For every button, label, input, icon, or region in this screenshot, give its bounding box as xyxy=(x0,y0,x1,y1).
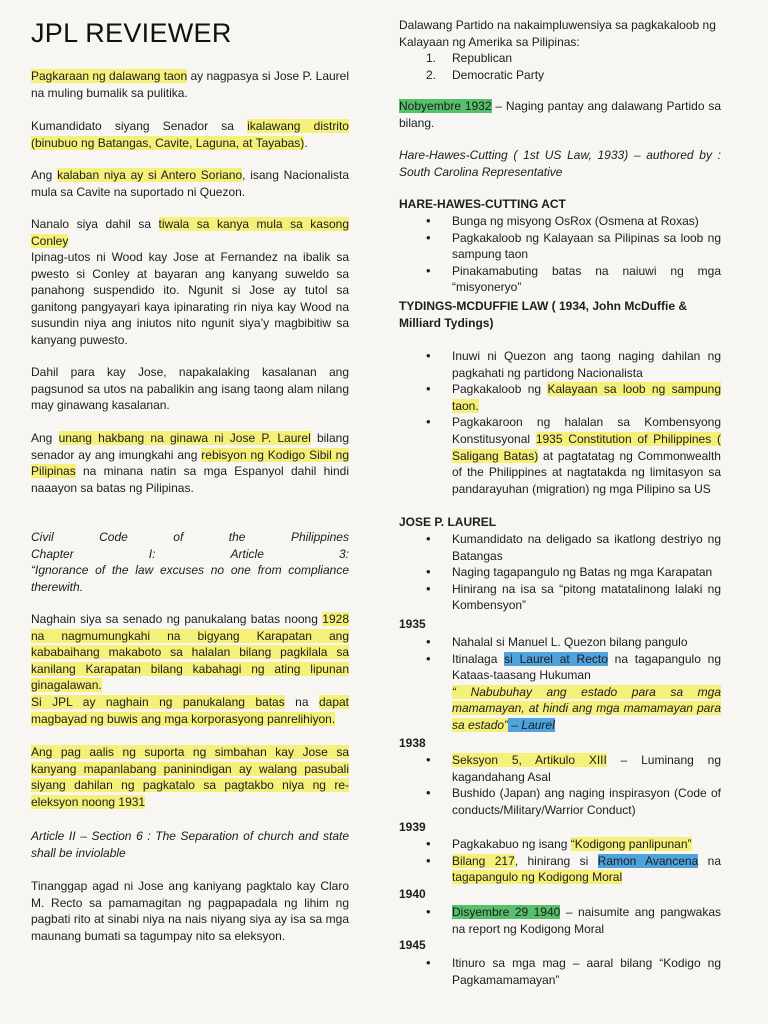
text: Civil xyxy=(31,530,54,544)
text: Chapter xyxy=(31,546,74,561)
paragraph-first-step xyxy=(31,430,349,496)
text: Nanalo siya dahil sa xyxy=(31,217,159,231)
section-heading-tydings: TYDINGS-MCDUFFIE LAW ( 1934, John McDuffie & Milliard Tydings) xyxy=(399,299,688,330)
list-1935 xyxy=(399,634,721,734)
highlight: “Kodigong panlipunan” xyxy=(570,837,692,851)
highlight: tagapangulo ng Kodigong Moral xyxy=(452,870,623,885)
text: – naisumite ang pangwakas na report ng Kodigong Moral xyxy=(452,905,721,936)
list-item xyxy=(399,651,721,734)
paragraph-hhc-note: Hare-Hawes-Cutting ( 1st US Law, 1933) – authored by : South Carolina Representative xyxy=(399,148,721,179)
list-number: 2. xyxy=(426,67,437,82)
section-heading-hhc: HARE-HAWES-CUTTING ACT xyxy=(399,197,566,211)
list-item: • Pinakamabuting batas na naiuwi ng mga “misyoneryo” xyxy=(399,263,721,296)
civil-code-quote xyxy=(31,529,349,595)
text: Kumandidato siyang Senador sa xyxy=(31,119,248,133)
text: na xyxy=(698,853,721,868)
highlight: rebisyon ng Kodigo Sibil ng Pilipinas xyxy=(31,447,349,479)
page-title: JPL REVIEWER xyxy=(31,18,232,48)
highlight: ikalawang distrito (binubuo ng Batangas, Cavite, Laguna, at Tayabas) xyxy=(31,119,349,150)
list-1939 xyxy=(399,836,721,886)
highlight: dapat magbayad ng buwis ang mga korporasyong panrelihiyon. xyxy=(31,695,349,726)
list-1945 xyxy=(399,955,721,988)
civil-row-2 xyxy=(31,546,349,563)
list-number: 1. xyxy=(426,51,437,65)
text: , isang Nacionalista mula sa Cavite na suportado ni Quezon. xyxy=(31,168,349,199)
highlight-blue: – Laurel xyxy=(508,717,555,732)
text: of xyxy=(173,530,184,544)
text: Republican xyxy=(452,51,513,65)
list-item: • Kumandidato na deligado sa ikatlong destriyo ng Batangas xyxy=(399,531,721,564)
text: Democratic Party xyxy=(452,67,545,82)
jpl-list xyxy=(399,531,721,614)
text: ay nagpasya si Jose P. Laurel na muling bumalik sa pulitika. xyxy=(31,69,350,100)
year-1940: 1940 xyxy=(399,887,426,901)
text: – Naging pantay ang dalawang Partido sa bilang. xyxy=(399,99,721,130)
list-1940 xyxy=(399,904,721,937)
text: Philippines xyxy=(290,530,349,544)
highlight: Kalayaan sa loob ng sampung taon. xyxy=(452,382,721,413)
text: at pagtatatag ng Commonwealth of the Philippines at nagtatakda ng limitasyon sa pandarayuhan (migration) ng mga Pilipino sa US xyxy=(452,448,721,496)
text: Ang xyxy=(31,431,59,445)
text: na xyxy=(284,695,319,709)
highlight: 1928 na nagmumungkahi na bigyang Karapatan ang kababaihang makaboto sa halalan bilang pagkilala sa kanilang Karapatan bilang kabahagi ng ating lipunan ginagalawan. xyxy=(31,612,349,693)
list-item xyxy=(399,50,721,67)
list-item: • Inuwi ni Quezon ang taong naging dahilan ng pagkahati ng partidong Nacionalista xyxy=(399,348,721,381)
paragraph-church-support xyxy=(31,744,349,810)
paragraph-sin: Dahil para kay Jose, napakalaking kasalanan ang pagsunod sa utos na pabalikin ang isang taong alam nilang may ginawang kasalanan. xyxy=(31,365,349,413)
text: , hinirang si xyxy=(514,853,598,868)
text: – Luminang ng kagandahang Asal xyxy=(452,753,721,784)
text: Code xyxy=(99,530,128,544)
text: bilang senador ay ang imungkahi ang xyxy=(31,431,349,462)
list-item xyxy=(399,904,721,937)
list-item: • Naging tagapangulo ng Batas ng mga Karapatan xyxy=(399,564,721,581)
highlight: Ang pag aalis ng suporta ng simbahan kay Jose sa kanyang mapanlabang paninindigan ay walang pasubali siyang dahilan ng pagkatalo sa pagtakbo niya ng re-eleksyon noong 1931 xyxy=(31,745,349,809)
list-item xyxy=(399,414,721,497)
list-item: • Nahalal si Manuel L. Quezon bilang pangulo xyxy=(399,634,721,651)
highlight: Seksyon 5, Artikulo XIII xyxy=(452,753,607,767)
paragraph-return-to-politics xyxy=(31,68,349,101)
list-item xyxy=(399,853,721,886)
year-1939: 1939 xyxy=(399,820,426,834)
paragraph-conley-order: Ipinag-utos ni Wood kay Jose at Fernandez na ibalik sa pwesto si Conley at bayaran ang kanyang suweldo sa panahong suspendido ito. Ngunit si Jose ay tutol sa ganitong pangyayari kaya ipinarating rin niya kay Wood na susundin niya ang iniutos nito ngunit siya’y magbibitiw sa kanyang puwesto. xyxy=(31,250,349,347)
text: Ang xyxy=(31,168,58,182)
paragraph-recto: Tinanggap agad ni Jose ang kaniyang pagktalo kay Claro M. Recto sa pamamagitan ng pagpapadala ng lihim ng pagbati rito at sinabi niya na nais niyang siya ay isa sa mga maunang bumati sa tagumpay nito sa eleksyon. xyxy=(31,879,349,943)
list-item xyxy=(399,836,721,853)
text: the xyxy=(228,530,246,544)
paragraph-november xyxy=(399,98,721,131)
paragraph-tax xyxy=(31,694,349,727)
text: na minana natin sa mga Espanyol dahil hindi naaayon sa batas ng Pilipinas. xyxy=(31,464,349,495)
list-item: • Itinuro sa mga mag – aaral bilang “Kodigo ng Pagkamamamayan” xyxy=(399,955,721,988)
paragraph-opponent xyxy=(31,167,349,200)
year-1935: 1935 xyxy=(399,617,426,631)
highlight: Bilang 217 xyxy=(452,853,515,868)
list-item xyxy=(399,67,721,84)
highlight-blue: si Laurel at Recto xyxy=(504,651,608,666)
party-list xyxy=(399,50,721,83)
highlight: Pagkaraan ng dalawang taon xyxy=(31,69,188,83)
paragraph-womens-suffrage xyxy=(31,611,349,694)
highlight-green: Disyembre 29 1940 xyxy=(452,905,561,919)
list-item: • Bushido (Japan) ang naging inspirasyon (Code of conducts/Military/Warrior Conduct) xyxy=(399,785,721,818)
paragraph-won xyxy=(31,216,349,249)
year-1945: 1945 xyxy=(399,938,426,952)
text: 3: xyxy=(338,546,349,561)
highlight: 1935 Constitution of Philippines ( Saligang Batas) xyxy=(452,431,721,463)
text: . xyxy=(304,135,308,150)
text: na tagapangulo ng Kataas-taasang Hukuman xyxy=(452,651,721,683)
highlight: tiwala sa kanya mula sa kasong Conley xyxy=(31,217,349,248)
list-item xyxy=(399,381,721,414)
paragraph-two-parties: Dalawang Partido na nakaimpluwensiya sa pagkakaloob ng Kalayaan ng Amerika sa Pilipinas: xyxy=(399,18,716,49)
civil-quote-text: “Ignorance of the law excuses no one from compliance therewith. xyxy=(31,563,349,594)
highlight: Si JPL ay naghain ng panukalang batas xyxy=(31,695,285,709)
list-1938 xyxy=(399,752,721,818)
year-1938: 1938 xyxy=(399,736,426,750)
list-item: • Hinirang na isa sa “pitong matatalinong lalaki ng Kombensyon” xyxy=(399,581,721,614)
highlight: “ Nabubuhay ang estado para sa mga mamamayan, at hindi ang mga mamamayan para sa estado” xyxy=(452,684,721,732)
tydings-list xyxy=(399,348,721,497)
hhc-list xyxy=(399,213,721,296)
paragraph-senator-candidacy xyxy=(31,118,349,151)
list-item: • Pagkakaloob ng Kalayaan sa Pilipinas sa loob ng sampung taon xyxy=(399,230,721,263)
text: Pagkakaroon ng halalan sa Kombensyong Konstitusyonal xyxy=(452,415,721,446)
text: Pagkakabuo ng isang xyxy=(452,837,571,851)
text: Pagkakaloob ng xyxy=(452,382,548,397)
highlight: unang hakbang na ginawa ni Jose P. Laurel xyxy=(58,431,311,445)
list-item: • Bunga ng misyong OsRox (Osmena at Roxas) xyxy=(399,213,721,230)
text: I: xyxy=(148,546,156,561)
section-heading-jpl: JOSE P. LAUREL xyxy=(399,515,497,529)
text: Naghain siya sa senado ng panukalang batas noong xyxy=(31,612,323,626)
highlight-blue: Ramon Avancena xyxy=(597,853,699,868)
paragraph-article-ii: Article II – Section 6 : The Separation of church and state shall be inviolable xyxy=(31,829,349,860)
highlight-green: Nobyembre 1932 xyxy=(399,99,492,113)
highlight: kalaban niya ay si Antero Soriano xyxy=(57,168,243,182)
text: Article xyxy=(230,546,264,561)
text: Itinalaga xyxy=(452,651,505,666)
laurel-quote xyxy=(452,684,721,734)
list-item xyxy=(399,752,721,785)
civil-row-1 xyxy=(31,529,349,546)
